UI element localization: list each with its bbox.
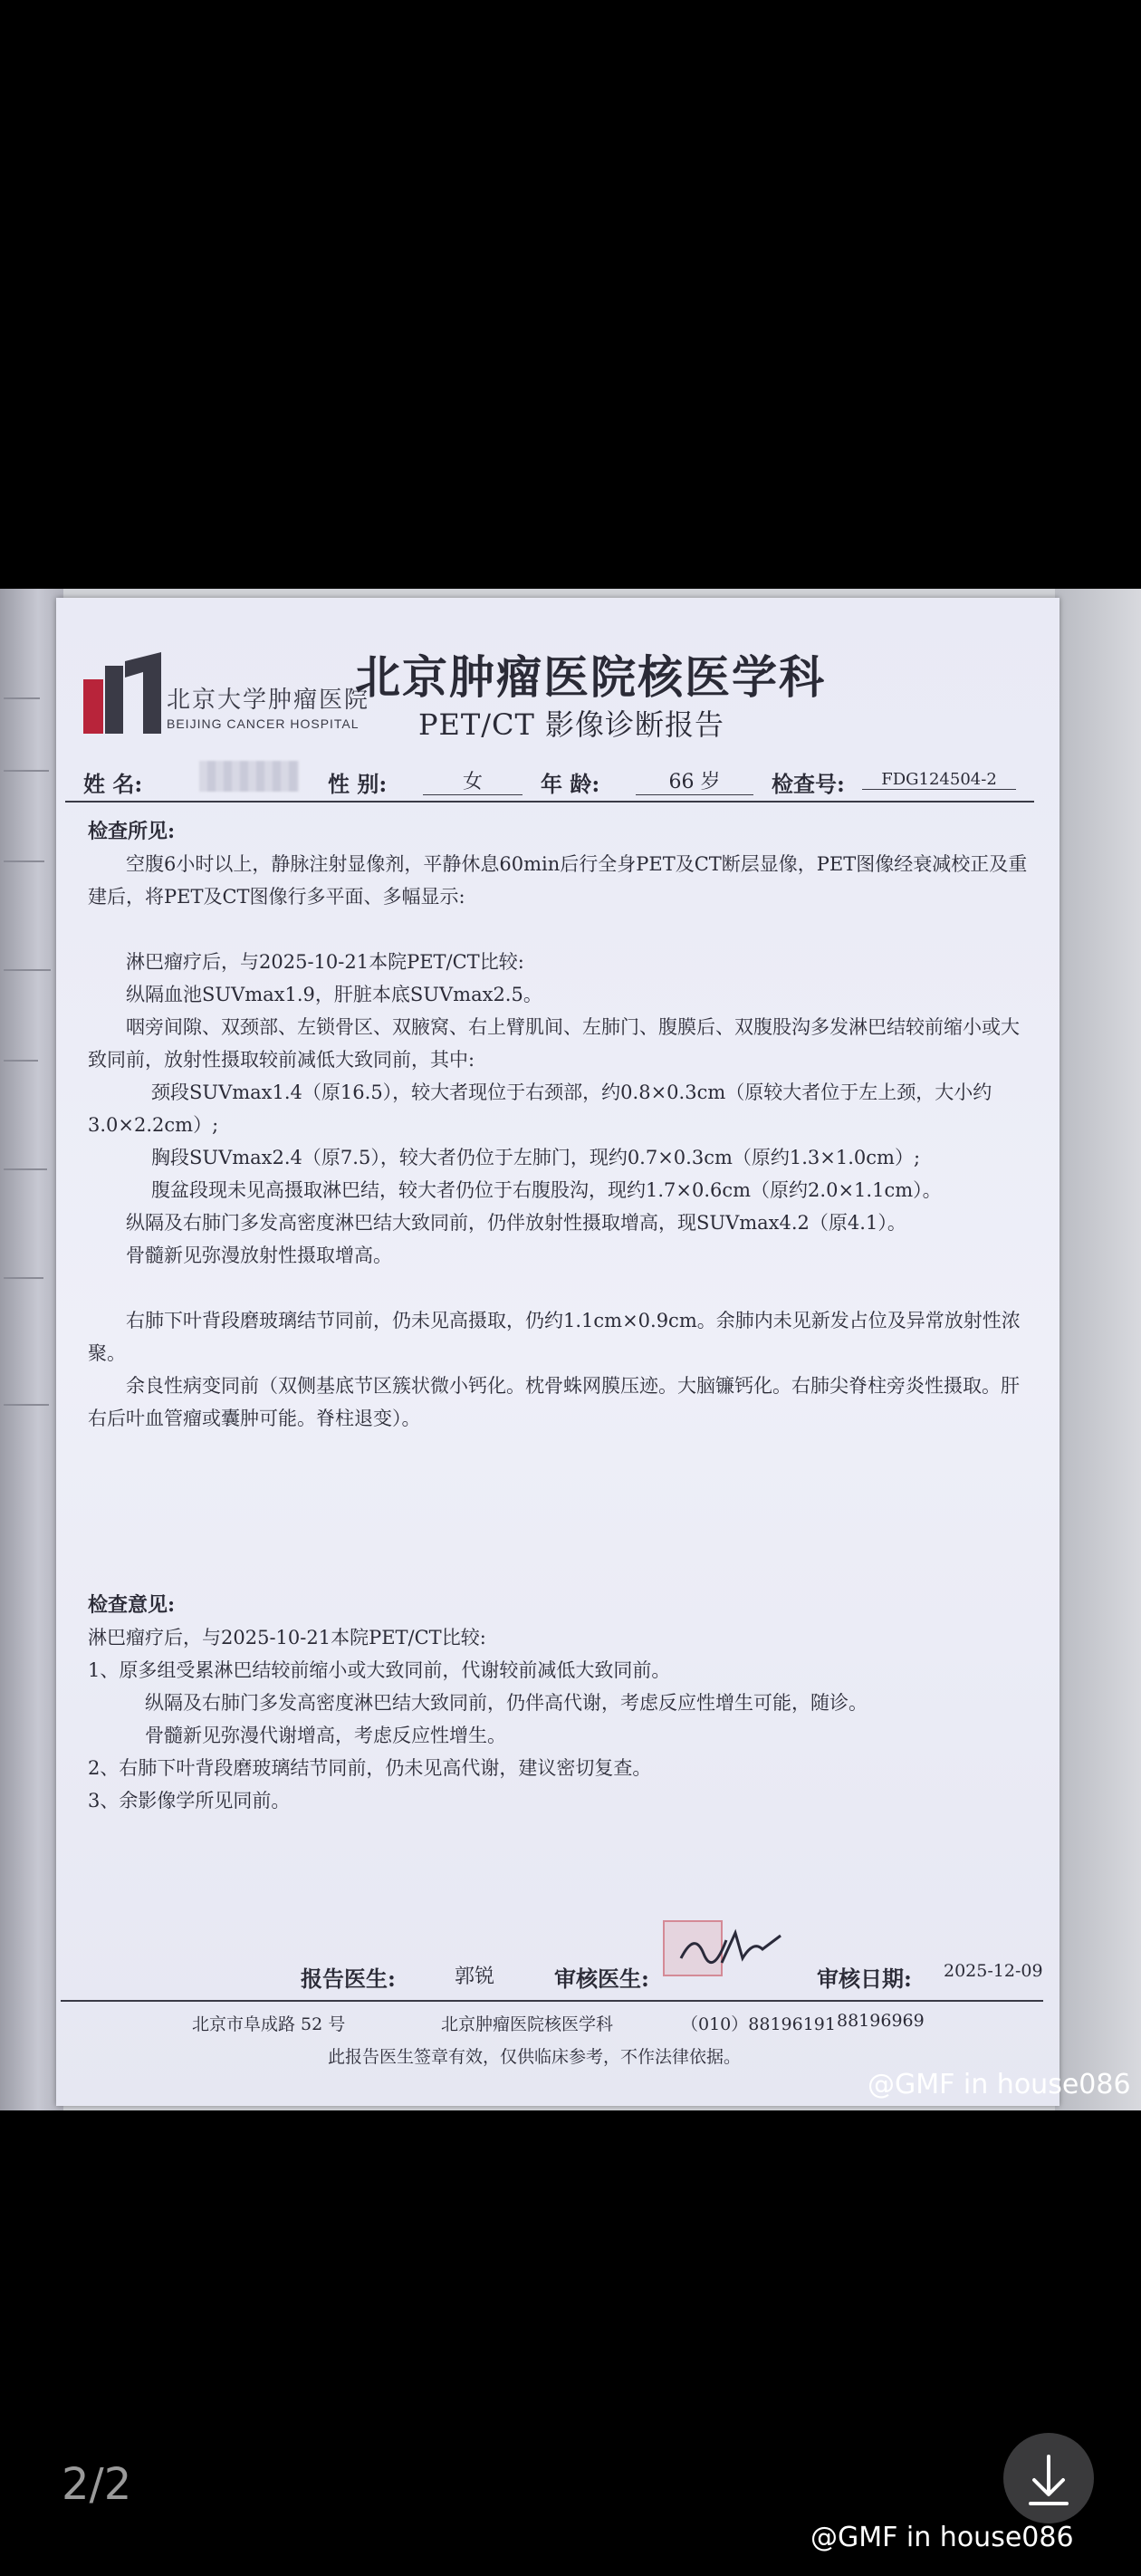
hospital-logo-icon — [83, 652, 161, 734]
report-title: 北京肿瘤医院核医学科 — [355, 650, 826, 704]
age-value: 66 岁 — [636, 766, 753, 795]
photo-watermark: @GMF in house086 — [868, 2069, 1131, 2100]
footer-phone2: 88196969 — [837, 2011, 925, 2031]
previous-page-edge — [0, 589, 63, 2110]
signature-row — [301, 1952, 1079, 1997]
hospital-name-en: BEIJING CANCER HOSPITAL — [167, 716, 360, 731]
opinion-line: 1、原多组受累淋巴结较前缩小或大致同前，代谢较前减低大致同前。 — [88, 1659, 671, 1681]
opinion-line: 2、右肺下叶背段磨玻璃结节同前，仍未见高代谢，建议密切复查。 — [88, 1757, 652, 1779]
findings-line: 纵隔血池SUVmax1.9，肝脏本底SUVmax2.5。 — [126, 984, 542, 1005]
review-doctor-label: 审核医生: — [554, 1966, 649, 1992]
findings-line: 腹盆段现未见高摄取淋巴结，较大者仍位于右腹股沟，现约1.7×0.6cm（原约2.0×1.1cm）。 — [151, 1179, 942, 1201]
footer-disclaimer: 此报告医生签章有效，仅供临床参考，不作法律依据。 — [328, 2047, 742, 2067]
viewer-watermark: @GMF in house086 — [810, 2522, 1074, 2553]
age-label: 年 龄: — [541, 771, 600, 797]
download-icon — [1003, 2433, 1094, 2523]
footer-divider — [61, 2000, 1043, 2002]
report-body — [88, 815, 1030, 1817]
findings-line: 颈段SUVmax1.4（原16.5），较大者现位于右颈部，约0.8×0.3cm（原较大者位于左上颈，大小约3.0×2.2cm）; — [88, 1081, 992, 1136]
report-doctor-label: 报告医生: — [301, 1966, 396, 1992]
download-button[interactable] — [1003, 2433, 1094, 2523]
patient-info-row — [65, 750, 1034, 803]
hospital-logo-text — [167, 681, 369, 731]
findings-line: 骨髓新见弥漫放射性摄取增高。 — [126, 1245, 392, 1266]
report-paper — [56, 598, 1060, 2106]
page-indicator: 2/2 — [62, 2459, 132, 2510]
review-date: 2025-12-09 — [944, 1961, 1043, 1981]
opinion-line: 纵隔及右肺门多发高密度淋巴结大致同前，仍伴高代谢，考虑反应性增生可能，随诊。 — [145, 1692, 868, 1714]
findings-line: 余良性病变同前（双侧基底节区簇状微小钙化。枕骨蛛网膜压迹。大脑镰钙化。右肺尖脊柱旁炎性摄取。肝右后叶血管瘤或囊肿可能。脊柱退变）。 — [88, 1375, 1020, 1429]
findings-line: 胸段SUVmax2.4（原7.5），较大者仍位于左肺门，现约0.7×0.3cm（原约1.3×1.0cm）; — [151, 1147, 921, 1168]
sex-label: 性 别: — [328, 771, 388, 797]
opinion-line: 骨髓新见弥漫代谢增高，考虑反应性增生。 — [145, 1725, 506, 1746]
opinion-line: 3、余影像学所见同前。 — [88, 1790, 291, 1812]
opinion-heading: 检查意见: — [88, 1593, 176, 1617]
document-photo — [0, 589, 1141, 2110]
exam-no-label: 检查号: — [772, 771, 845, 797]
name-label: 姓 名: — [83, 771, 143, 797]
opinion-line: 淋巴瘤疗后，与2025-10-21本院PET/CT比较: — [88, 1627, 486, 1648]
findings-line: 纵隔及右肺门多发高密度淋巴结大致同前，仍伴放射性摄取增高，现SUVmax4.2（原4.1）。 — [126, 1212, 906, 1234]
review-date-label: 审核日期: — [817, 1966, 912, 1992]
report-header — [56, 598, 1060, 752]
footer-dept: 北京肿瘤医院核医学科 — [441, 2014, 614, 2034]
exam-no-value: FDG124504-2 — [862, 770, 1016, 790]
report-doctor-name: 郭锐 — [455, 1966, 495, 1988]
hospital-name-cn: 北京大学肿瘤医院 — [167, 687, 370, 714]
background-surface — [1055, 589, 1141, 2110]
findings-line: 右肺下叶背段磨玻璃结节同前，仍未见高摄取，仍约1.1cm×0.9cm。余肺内未见新发占位及异常放射性浓聚。 — [88, 1310, 1021, 1364]
report-subtitle: PET/CT 影像诊断报告 — [418, 707, 725, 742]
findings-heading: 检查所见: — [88, 820, 176, 843]
findings-line: 空腹6小时以上，静脉注射显像剂，平静休息60min后行全身PET及CT断层显像，PET图像经衰减校正及重建后，将PET及CT图像行多平面、多幅显示: — [88, 853, 1028, 908]
footer-phone: （010）88196191 — [681, 2014, 836, 2034]
findings-line: 淋巴瘤疗后，与2025-10-21本院PET/CT比较: — [126, 951, 524, 973]
redacted-name — [199, 761, 299, 792]
sex-value: 女 — [423, 766, 523, 795]
findings-line: 咽旁间隙、双颈部、左锁骨区、双腋窝、右上臂肌间、左肺门、腹膜后、双腹股沟多发淋巴结较前缩小或大致同前，放射性摄取较前减低大致同前，其中: — [88, 1016, 1020, 1071]
footer-address: 北京市阜成路 52 号 — [192, 2014, 346, 2034]
